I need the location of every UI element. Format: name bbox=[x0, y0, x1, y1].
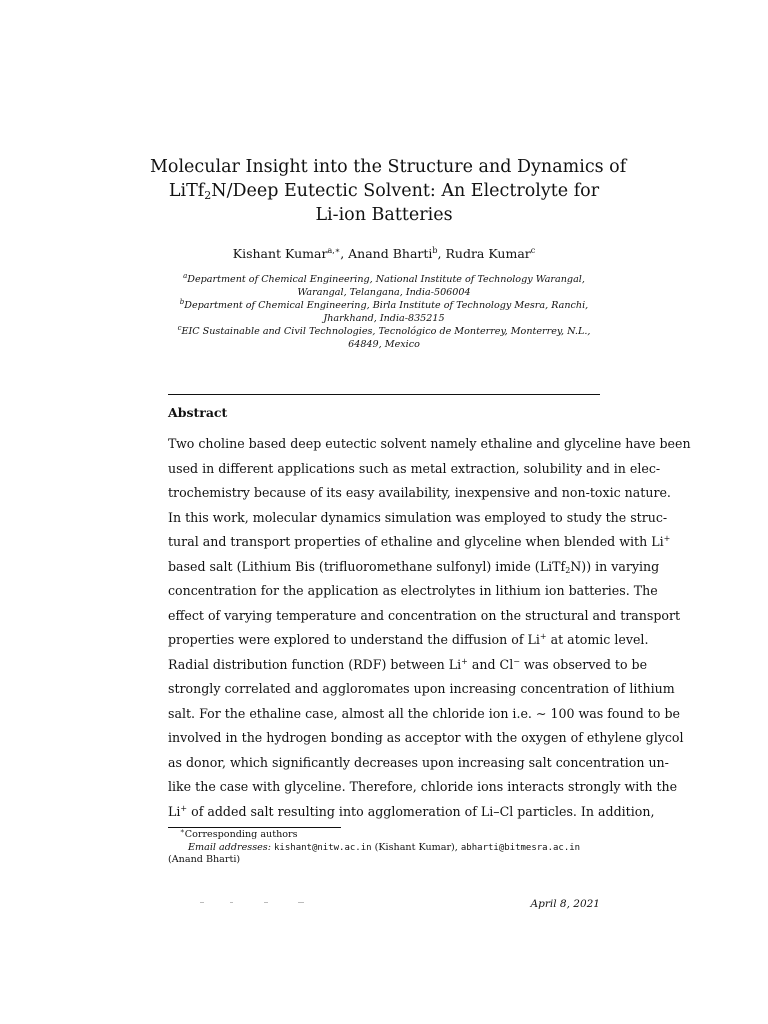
affiliation-line: 64849, Mexico bbox=[348, 339, 420, 350]
abstract-text: Radial distribution function (RDF) between Li bbox=[168, 656, 462, 672]
superscript: + bbox=[461, 656, 468, 666]
superscript: + bbox=[663, 533, 671, 543]
footnote-mark: ∗ bbox=[180, 826, 185, 835]
affiliation bbox=[175, 325, 593, 351]
title-subscript: 2 bbox=[204, 189, 212, 202]
superscript: + bbox=[180, 803, 188, 813]
footnote-rule bbox=[168, 827, 341, 828]
abstract-line bbox=[168, 628, 649, 653]
stub-mark bbox=[298, 902, 304, 903]
email-link[interactable]: abharti@bitmesra.ac.in bbox=[460, 842, 581, 853]
affiliation-mark: c bbox=[177, 323, 182, 332]
abstract-line: concentration for the application as electrolytes in lithium ion batteries. The bbox=[168, 583, 658, 598]
stub-mark bbox=[200, 902, 204, 903]
affiliation-line: Department of Chemical Engineering, National Institute of Technology Warangal, bbox=[187, 274, 585, 285]
abstract-line bbox=[168, 653, 648, 678]
title-line-2-pre: LiTf bbox=[168, 181, 205, 201]
superscript: + bbox=[539, 631, 547, 641]
affiliation-line: Jharkhand, India-835215 bbox=[323, 313, 445, 324]
abstract-line: as donor, which significantly decreases upon increasing salt concentration un- bbox=[168, 754, 669, 770]
email-label: Email addresses: bbox=[188, 841, 271, 853]
footnote-text: (Kishant Kumar), bbox=[371, 841, 461, 853]
affiliation-line: Department of Chemical Engineering, Birla Institute of Technology Mesra, Ranchi, bbox=[184, 300, 589, 311]
affiliation bbox=[175, 299, 593, 325]
corresponding-footnote bbox=[168, 826, 600, 842]
email-link[interactable]: kishant@nitw.ac.in bbox=[274, 842, 372, 853]
abstract-line: like the case with glyceline. Therefore, chloride ions interacts strongly with the bbox=[168, 779, 678, 794]
paper-title bbox=[150, 155, 627, 227]
stub-mark bbox=[230, 902, 233, 903]
affiliation-mark: a bbox=[183, 271, 188, 280]
abstract-text: of added salt resulting into agglomeration of Li–Cl particles. In addition, bbox=[187, 803, 655, 819]
abstract-text: tural and transport properties of ethaline and glyceline when blended with Li bbox=[168, 534, 664, 549]
abstract-line: used in different applications such as metal extraction, solubility and in elec- bbox=[168, 460, 661, 476]
abstract-line: involved in the hydrogen bonding as acceptor with the oxygen of ethylene glycol bbox=[168, 730, 684, 745]
abstract-top-rule bbox=[168, 394, 600, 395]
stub-mark bbox=[264, 902, 268, 903]
abstract-text: at atomic level. bbox=[546, 632, 649, 647]
footnote-text: Corresponding authors bbox=[184, 829, 298, 840]
paper-date: April 8, 2021 bbox=[530, 898, 600, 910]
abstract-text: based salt (Lithium Bis (trifluoromethane sulfonyl) imide (LiTf bbox=[168, 558, 566, 574]
author-name: Kishant Kumar bbox=[232, 246, 328, 261]
preprint-stub bbox=[200, 899, 310, 905]
affiliation-mark: b bbox=[179, 297, 185, 306]
abstract-line: trochemistry because of its easy availability, inexpensive and non-toxic nature. bbox=[168, 485, 671, 500]
email-footnote bbox=[168, 842, 600, 855]
author-affiliation-mark: c bbox=[530, 245, 536, 255]
title-line-2-post: N/Deep Eutectic Solvent: An Electrolyte for bbox=[211, 181, 600, 201]
author-list: Kishant Kumar$^{a,∗}$, Anand Bharti$^b$, Rudra Kumar$^c$ bbox=[232, 245, 536, 261]
abstract-text: N)) in varying bbox=[570, 558, 660, 574]
superscript: − bbox=[513, 656, 520, 666]
abstract-text: properties were explored to understand the diffusion of Li bbox=[168, 632, 540, 647]
abstract-body bbox=[168, 432, 691, 824]
abstract-line: strongly correlated and aggloromates upon increasing concentration of lithium bbox=[168, 681, 675, 696]
title-line-2 bbox=[150, 179, 618, 203]
affiliation-line: EIC Sustainable and Civil Technologies, Tecnológico de Monterrey, Monterrey, N.L., bbox=[181, 326, 591, 337]
author-affiliation-mark: b bbox=[432, 245, 438, 255]
abstract-text: was observed to be bbox=[519, 656, 648, 672]
abstract-line: salt. For the ethaline case, almost all the chloride ion i.e. ∼ 100 was found to be bbox=[168, 705, 680, 721]
affiliation-line: Warangal, Telangana, India-506004 bbox=[297, 287, 471, 298]
abstract-text: and Cl bbox=[467, 656, 514, 672]
abstract-line bbox=[168, 800, 655, 825]
subscript: 2 bbox=[565, 565, 571, 575]
abstract-line: Two choline based deep eutectic solvent namely ethaline and glyceline have been bbox=[168, 436, 691, 451]
author-name: Anand Bharti bbox=[348, 246, 433, 261]
footnote-text: (Anand Bharti) bbox=[168, 854, 241, 866]
author-name: Rudra Kumar bbox=[445, 246, 531, 261]
affiliation bbox=[175, 273, 593, 299]
abstract-heading: Abstract bbox=[168, 405, 228, 420]
abstract-line bbox=[168, 555, 660, 580]
abstract-line: effect of varying temperature and concentration on the structural and transport bbox=[168, 607, 681, 623]
affiliation-list bbox=[175, 273, 593, 351]
title-line-3: Li-ion Batteries bbox=[315, 205, 453, 225]
abstract-line bbox=[168, 530, 671, 555]
abstract-text: Li bbox=[168, 803, 181, 819]
title-line-1: Molecular Insight into the Structure and Dynamics of bbox=[150, 157, 627, 177]
abstract-line: In this work, molecular dynamics simulation was employed to study the struc- bbox=[168, 509, 668, 525]
footnotes bbox=[168, 826, 600, 867]
author-affiliation-mark: a,∗ bbox=[327, 245, 341, 255]
